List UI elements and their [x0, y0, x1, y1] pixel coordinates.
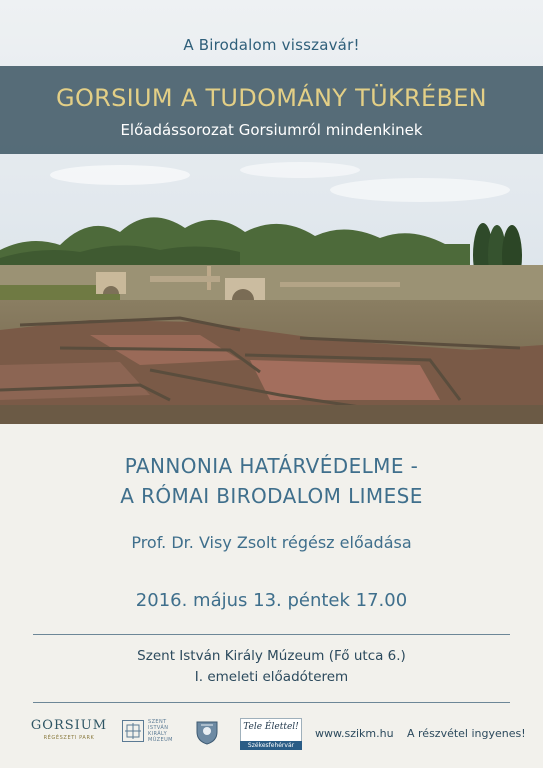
divider-bottom — [33, 702, 510, 703]
free-entry-note: A részvétel ingyenes! — [407, 727, 526, 740]
museum-logo-line: MÚZEUM — [148, 737, 173, 743]
venue-line-1: Szent István Király Múzeum (Fő utca 6.) — [137, 648, 406, 664]
tele-elettel-logo — [240, 714, 302, 752]
gorsium-logo-sub: RÉGÉSZETI PARK — [43, 735, 95, 741]
kicker-text: A Birodalom visszavár! — [183, 36, 360, 54]
lecture-title — [0, 451, 543, 511]
gorsium-logo — [30, 718, 108, 741]
divider-top — [33, 634, 510, 635]
series-subtitle: Előadássorozat Gorsiumról mindenkinek — [120, 121, 423, 139]
lecture-title-line-1: PANNONIA HATÁRVÉDELME - — [124, 454, 419, 478]
museum-mark-icon — [122, 720, 144, 742]
city-crest-icon — [195, 719, 219, 745]
lecture-title-line-2: A RÓMAI BIRODALOM LIMESE — [120, 484, 423, 508]
venue-line-2: I. emeleti előadóterem — [194, 669, 349, 685]
tele-logo-city: Székesfehérvár — [247, 742, 295, 749]
tele-logo-title: Tele Élettel! — [243, 722, 299, 732]
website-link[interactable]: www.szikm.hu — [315, 727, 394, 740]
series-title: GORSIUM A TUDOMÁNY TÜKRÉBEN — [56, 84, 487, 112]
museum-logo-line: KIRÁLY — [148, 731, 168, 737]
title-banner — [0, 66, 543, 154]
museum-logo — [122, 718, 184, 744]
museum-logo-line: ISTVÁN — [148, 725, 169, 731]
museum-logo-line: SZENT — [148, 719, 167, 725]
gorsium-logo-name: GORSIUM — [30, 718, 108, 733]
museum-logo-text — [148, 719, 173, 743]
venue — [0, 646, 543, 688]
lecturer-line: Prof. Dr. Visy Zsolt régész előadása — [131, 533, 412, 552]
event-datetime: 2016. május 13. péntek 17.00 — [135, 590, 408, 611]
